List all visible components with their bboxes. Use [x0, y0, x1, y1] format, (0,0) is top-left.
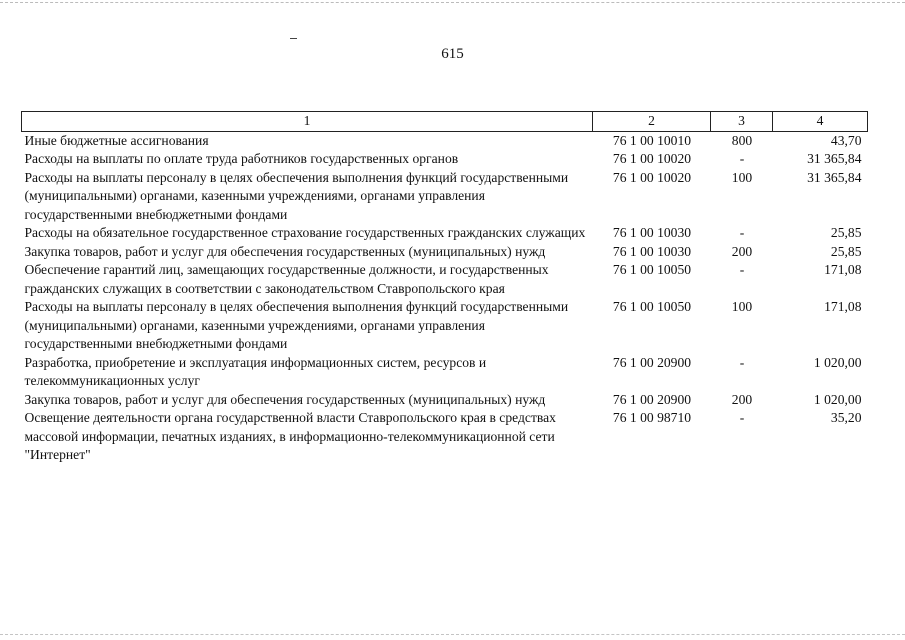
row-expense-type-cell: 200: [731, 391, 753, 407]
scan-bottom-edge: [0, 634, 905, 635]
row-amount-cell: 31 365,84: [807, 151, 862, 166]
row-code-cell: 76 1 00 10020: [612, 151, 692, 166]
row-amount-cell: 25,85: [830, 243, 862, 259]
row-name-cell: Иные бюджетные ассигнования: [24, 132, 209, 148]
row-expense-type-cell: -: [739, 225, 745, 240]
row-amount-cell: 35,20: [830, 410, 862, 425]
row-name-cell: Расходы на обязательное государственное страхование государственных гражданских служащих: [24, 225, 586, 240]
table-row: [22, 409, 868, 465]
row-expense-type-cell: 100: [731, 169, 753, 185]
row-code-cell: 76 1 00 10030: [612, 243, 692, 259]
stray-dash-mark: [290, 38, 297, 39]
table-body: [22, 131, 868, 465]
row-name-cell: Расходы на выплаты персоналу в целях обеспечения выполнения функций государственными (муниципальными) органами, казенными учреждениями, органами управления государственными внебюджетными фондами: [24, 169, 569, 222]
row-code-cell: 76 1 00 20900: [612, 391, 692, 407]
row-code-cell: 76 1 00 20900: [612, 354, 692, 370]
column-header-name: 1: [22, 112, 593, 132]
row-name-cell: Обеспечение гарантий лиц, замещающих государственные должности, и государственных гражданских служащих в соответствии с законодательством Ставропольского края: [24, 262, 549, 296]
table-row: [22, 298, 868, 354]
row-expense-type-cell: 100: [731, 299, 753, 314]
table-row: [22, 169, 868, 225]
row-expense-type-cell: -: [739, 410, 745, 425]
table-row: [22, 391, 868, 410]
table-header-row: [22, 112, 868, 132]
table-row: [22, 150, 868, 169]
row-name-cell: Расходы на выплаты по оплате труда работников государственных органов: [24, 151, 459, 166]
row-expense-type-cell: 200: [731, 243, 753, 259]
row-name-cell: Разработка, приобретение и эксплуатация информационных систем, ресурсов и телекоммуникационных услуг: [24, 354, 487, 388]
row-code-cell: 76 1 00 10010: [612, 132, 692, 148]
row-name-cell: Расходы на выплаты персоналу в целях обеспечения выполнения функций государственными (муниципальными) органами, казенными учреждениями, органами управления государственными внебюджетными фондами: [24, 299, 569, 351]
table-row: [22, 354, 868, 391]
row-amount-cell: 171,08: [824, 262, 862, 277]
row-amount-cell: 31 365,84: [807, 169, 862, 185]
row-expense-type-cell: 800: [731, 132, 753, 148]
column-header-code: 2: [593, 112, 711, 132]
row-amount-cell: 171,08: [824, 299, 862, 314]
table-row: [22, 131, 868, 150]
row-name-cell: Закупка товаров, работ и услуг для обеспечения государственных (муниципальных) нужд: [24, 391, 546, 407]
row-code-cell: 76 1 00 10020: [612, 169, 692, 185]
column-header-expense-type: 3: [711, 112, 773, 132]
budget-table: [21, 111, 868, 465]
page-number: 615: [441, 46, 464, 62]
row-code-cell: 76 1 00 10050: [612, 262, 692, 277]
row-amount-cell: 43,70: [830, 132, 862, 148]
row-amount-cell: 25,85: [830, 225, 862, 240]
row-name-cell: Освещение деятельности органа государственной власти Ставропольского края в средствах массовой информации, печатных изданиях, в информационно-телекоммуникационной сети "Интернет": [24, 410, 556, 462]
row-expense-type-cell: -: [739, 151, 745, 166]
table-row: [22, 261, 868, 298]
row-code-cell: 76 1 00 98710: [612, 410, 692, 425]
row-name-cell: Закупка товаров, работ и услуг для обеспечения государственных (муниципальных) нужд: [24, 243, 546, 259]
row-expense-type-cell: -: [739, 262, 745, 277]
row-amount-cell: 1 020,00: [813, 354, 862, 370]
row-code-cell: 76 1 00 10030: [612, 225, 692, 240]
table-row: [22, 243, 868, 262]
row-amount-cell: 1 020,00: [813, 391, 862, 407]
row-code-cell: 76 1 00 10050: [612, 299, 692, 314]
table-row: [22, 224, 868, 243]
column-header-amount: 4: [773, 112, 868, 132]
scan-top-edge: [0, 2, 905, 3]
row-expense-type-cell: -: [739, 354, 745, 370]
